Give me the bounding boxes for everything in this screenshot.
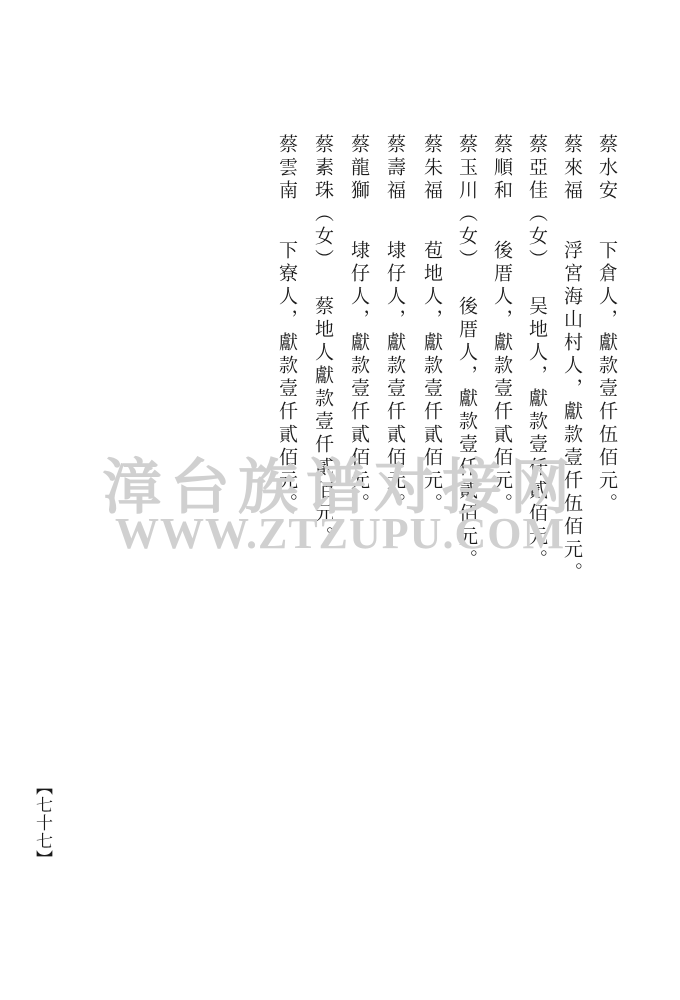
entry-description: 浮宮海山村人，獻款壹仟伍佰元。: [561, 240, 583, 585]
entry-description: 下倉人，獻款壹仟伍佰元。: [596, 240, 618, 516]
entry-description: 蔡地人獻款壹仟貳佰元。: [312, 296, 334, 549]
entry-name: 蔡來福: [561, 134, 583, 203]
entry-name: 蔡水安: [596, 134, 618, 203]
entry-name: 蔡亞佳（女）: [526, 134, 548, 272]
entry-description: 後厝人，獻款壹仟貳佰元。: [491, 240, 513, 516]
entry-name: 蔡雲南: [276, 134, 298, 203]
entry-description: 後厝人，獻款壹仟貳佰元。: [456, 296, 478, 572]
entry-description: 埭仔人，獻款壹仟貳佰元。: [384, 240, 406, 516]
entry-name: 蔡壽福: [384, 134, 406, 203]
entry-name: 蔡玉川（女）: [456, 134, 478, 272]
entry-description: 下寮人，獻款壹仟貳佰元。: [276, 240, 298, 516]
entry-description: 苞地人，獻款壹仟貳佰元。: [421, 240, 443, 516]
entry-description: 埭仔人，獻款壹仟貳佰元。: [348, 240, 370, 516]
watermark-chinese: 漳台族谱对接网: [102, 453, 578, 523]
page-number: 【七十七】: [32, 778, 52, 868]
entry-name: 蔡朱福: [421, 134, 443, 203]
watermark-url: WWW.ZTZUPU.COM: [115, 509, 565, 558]
entry-name: 蔡龍獅: [348, 134, 370, 203]
entry-description: 吴地人，獻款壹仟貳佰元。: [526, 296, 548, 572]
entry-name: 蔡順和: [491, 134, 513, 203]
entry-name: 蔡素珠（女）: [312, 134, 334, 272]
